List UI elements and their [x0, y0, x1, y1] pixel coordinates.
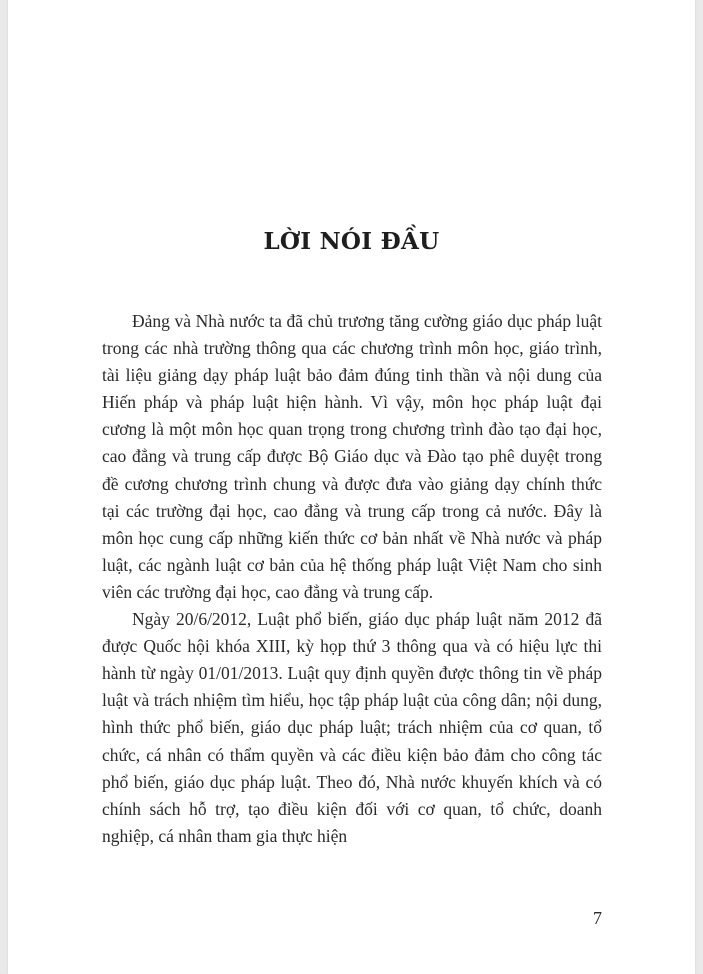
page-title: LỜI NÓI ĐẦU [263, 228, 440, 255]
paragraph-2: Ngày 20/6/2012, Luật phổ biến, giáo dục pháp luật năm 2012 đã được Quốc hội khóa XIII, kỳ họp thứ 3 thông qua và có hiệu lực thi hành từ ngày 01/01/2013. Luật quy định quyền được thông tin về pháp luật và trách nhiệm tìm hiểu, học tập pháp luật của công dân; nội dung, hình thức phổ biến, giáo dục pháp luật; trách nhiệm của cơ quan, tổ chức, cá nhân có thẩm quyền và các điều kiện bảo đảm cho công tác phổ biến, giáo dục pháp luật. Theo đó, Nhà nước khuyến khích và có chính sách hỗ trợ, tạo điều kiện đối với cơ quan, tổ chức, doanh nghiệp, cá nhân tham gia thực hiện [102, 609, 602, 846]
body-text [102, 308, 602, 850]
page-number: 7 [593, 908, 602, 928]
paragraph-1: Đảng và Nhà nước ta đã chủ trương tăng cường giáo dục pháp luật trong các nhà trường thông qua các chương trình môn học, giáo trình, tài liệu giảng dạy pháp luật bảo đảm đúng tinh thần và nội dung của Hiến pháp và pháp luật hiện hành. Vì vậy, môn học pháp luật đại cương là một môn học quan trọng trong chương trình đào tạo đại học, cao đẳng và trung cấp được Bộ Giáo dục và Đào tạo phê duyệt trong đề cương chương trình chung và được đưa vào giảng dạy chính thức tại các trường đại học, cao đẳng và trung cấp trong cả nước. Đây là môn học cung cấp những kiến thức cơ bản nhất về Nhà nước và pháp luật, các ngành luật cơ bản của hệ thống pháp luật Việt Nam cho sinh viên các trường đại học, cao đẳng và trung cấp. [102, 311, 602, 602]
